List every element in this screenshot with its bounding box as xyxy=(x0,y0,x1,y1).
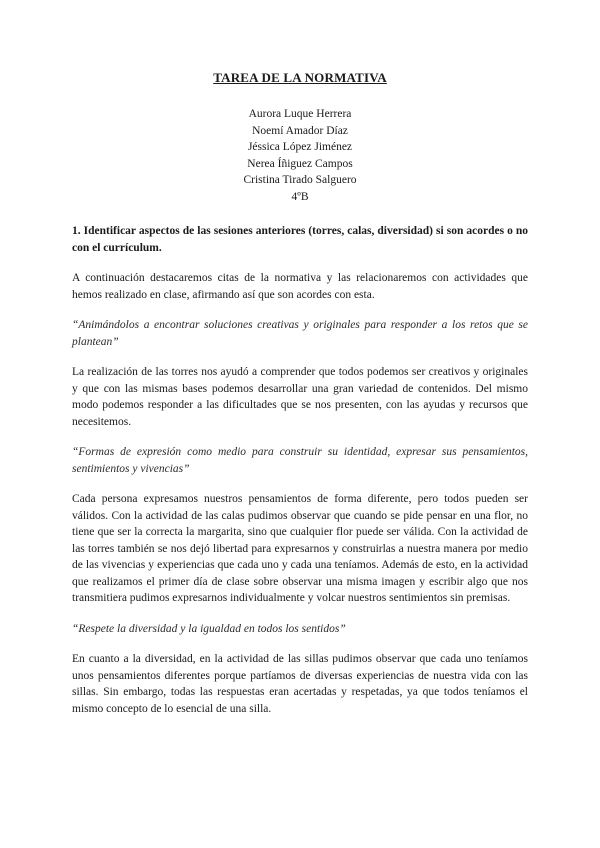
paragraph-towers: La realización de las torres nos ayudó a comprender que todos podemos ser creativos y originales y que con las mismas bases podemos desarrollar una gran variedad de contenidos. Del mismo modo podemos responder a las dificultades que se nos presenten, con las ayudas y recursos que necesitemos. xyxy=(72,366,528,428)
quote-expression: “Formas de expresión como medio para construir su identidad, expresar sus pensamientos, sentimientos y vivencias” xyxy=(72,446,528,475)
author-list xyxy=(72,106,528,205)
paragraph-diversity: En cuanto a la diversidad, en la actividad de las sillas pudimos observar que cada uno teníamos unos pensamientos diferentes porque partíamos de diversas experiencias de nuestra vida con las sillas. Sin embargo, todas las respuestas eran acertadas y respetadas, ya que todos teníamos el mismo concepto de lo esencial de una silla. xyxy=(72,653,528,715)
author-name: Jéssica López Jiménez xyxy=(247,141,353,153)
author-name: Aurora Luque Herrera xyxy=(248,108,352,120)
class-group: 4ºB xyxy=(291,190,309,203)
document-page xyxy=(72,70,528,731)
document-title: TAREA DE LA NORMATIVA xyxy=(213,70,387,85)
quote-diversity: “Respete la diversidad y la igualdad en todos los sentidos” xyxy=(72,622,346,635)
author-name: Noemí Amador Díaz xyxy=(252,124,348,137)
intro-paragraph: A continuación destacaremos citas de la normativa y las relacionaremos con actividades que hemos realizado en clase, afirmando así que son acordes con esta. xyxy=(72,272,528,301)
author-name: Nerea Íñiguez Campos xyxy=(247,157,353,170)
section-heading: 1. Identificar aspectos de las sesiones anteriores (torres, calas, diversidad) si son acordes o no con el currículum. xyxy=(72,225,528,254)
quote-creativity: “Animándolos a encontrar soluciones creativas y originales para responder a los retos que se plantean” xyxy=(72,319,528,348)
paragraph-expression: Cada persona expresamos nuestros pensamientos de forma diferente, pero todos pueden ser válidos. Con la actividad de las calas pudimos observar que cuando se pide pensar en una flor, no tiene que ser la correcta la margarita, sino que cualquier flor puede ser válida. Con la actividad de las torres también se nos dejó libertad para expresarnos y construirlas a nuestra manera por medio de las vivencias y experiencias que cada uno y cada una teníamos. Además de esto, en la actividad que realizamos el primer día de clase sobre observar una misma imagen y escribir algo que nos transmitiera pudimos expresarnos individualmente y volcar nuestros sentimientos sin premisas. xyxy=(72,493,528,604)
author-name: Cristina Tirado Salguero xyxy=(243,174,357,186)
